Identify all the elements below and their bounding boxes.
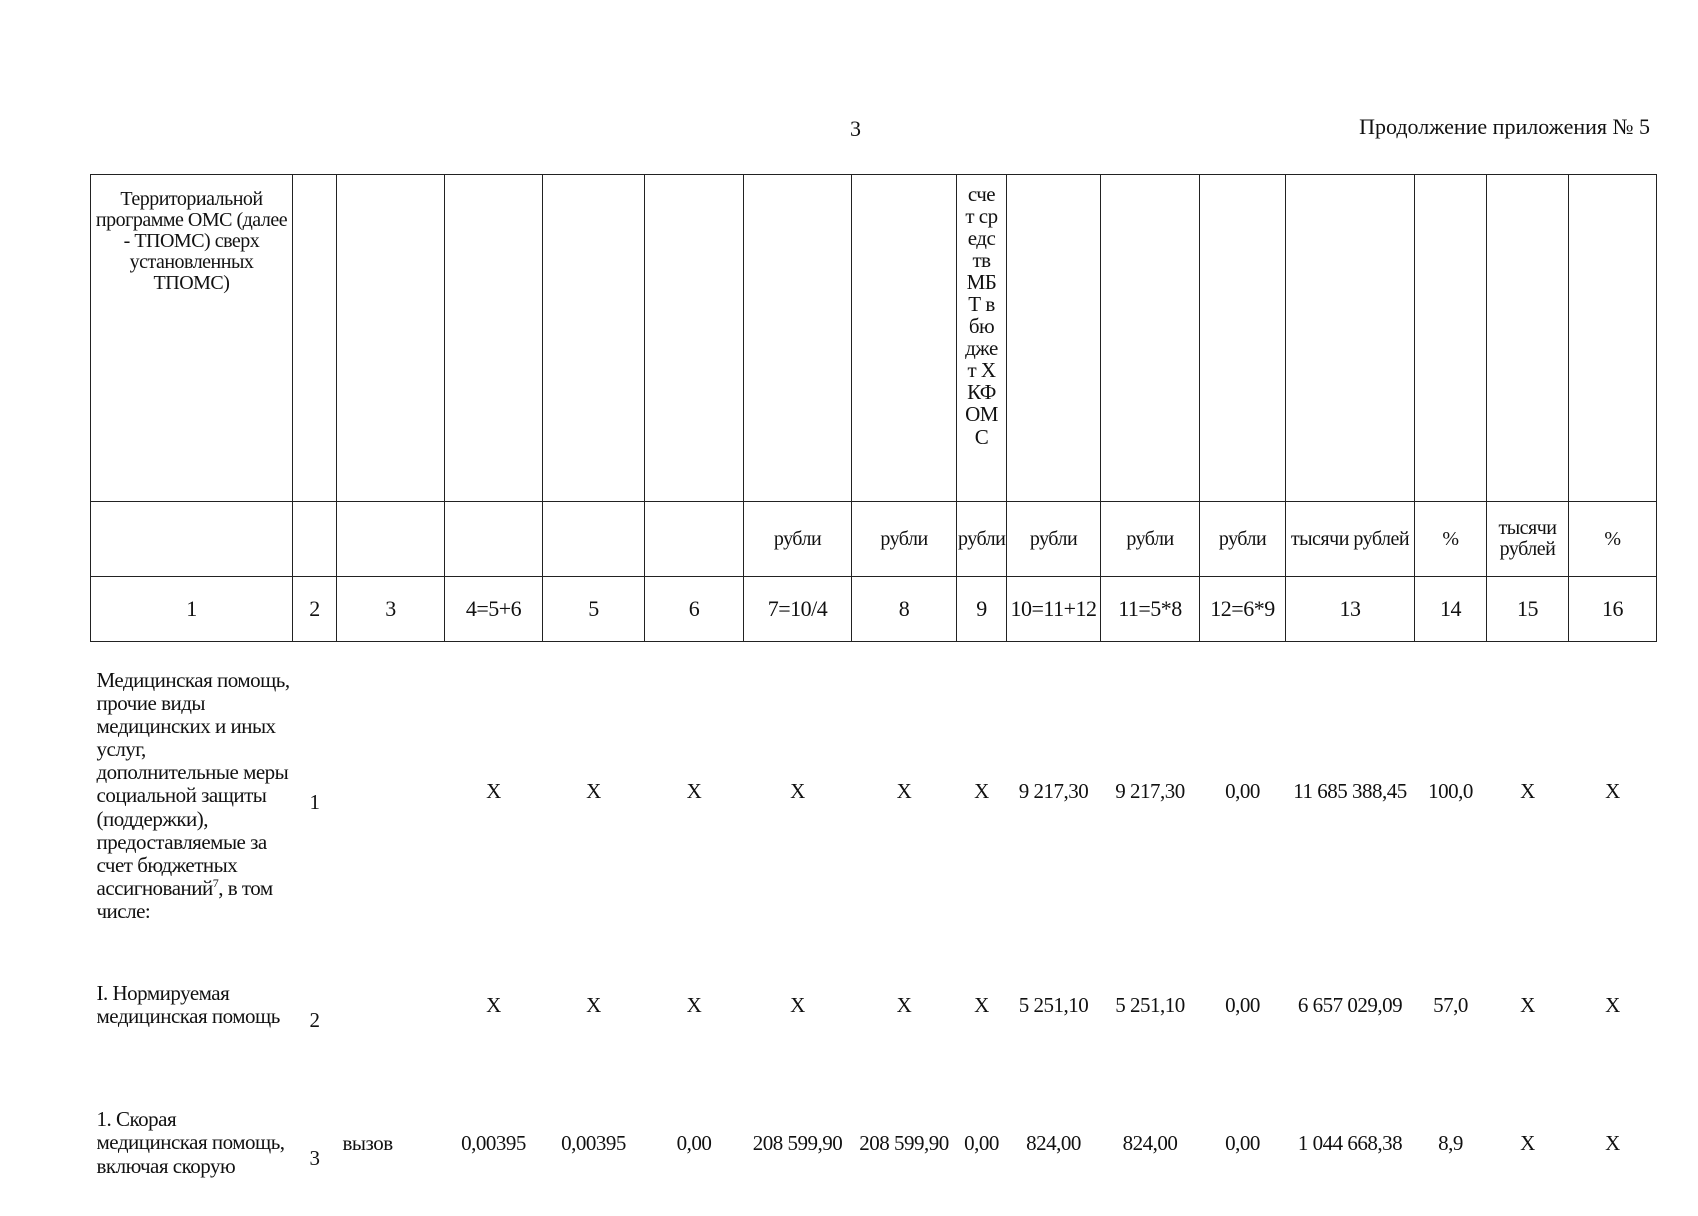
unit-cell: рубли	[1101, 502, 1200, 577]
column-number-cell: 4=5+6	[445, 577, 543, 642]
header-cell	[337, 175, 445, 502]
table-cell: X	[1605, 1130, 1620, 1155]
table-cell: X	[896, 992, 912, 1017]
column-number-cell: 2	[293, 577, 337, 642]
column-number-cell: 6	[645, 577, 744, 642]
table-cell: 1 044 668,38	[1297, 1130, 1403, 1155]
budget-table	[90, 174, 1657, 1216]
table-cell: X	[486, 778, 501, 803]
table-cell: 208 599,90	[859, 1130, 949, 1155]
column-number-cell: 15	[1487, 577, 1569, 642]
column-number-cell: 7=10/4	[744, 577, 852, 642]
column-number-cell: 11=5*8	[1101, 577, 1200, 642]
unit-of-measure: вызов	[342, 1130, 393, 1155]
header-cell	[445, 175, 543, 502]
row-number: 1	[309, 789, 320, 814]
column-number-cell: 3	[337, 577, 445, 642]
table-cell: X	[1520, 1130, 1535, 1155]
row-label	[91, 642, 293, 941]
header-cell	[1101, 175, 1200, 502]
table-cell: X	[1605, 778, 1620, 803]
header-cell	[1200, 175, 1286, 502]
column-number-cell: 12=6*9	[1200, 577, 1286, 642]
row-label: I. Нормируемая медицинская помощь	[96, 980, 280, 1028]
table-cell: X	[896, 778, 912, 803]
unit-cell	[293, 502, 337, 577]
table-cell: X	[686, 778, 702, 803]
unit-cell: рубли	[1200, 502, 1286, 577]
table-cell: 0,00395	[461, 1130, 526, 1155]
table-cell: X	[486, 992, 501, 1017]
header-cell	[645, 175, 744, 502]
table-cell: 8,9	[1438, 1130, 1463, 1155]
column-number-cell: 10=11+12	[1007, 577, 1101, 642]
footnote-ref: 7	[212, 875, 219, 890]
appendix-title: Продолжение приложения № 5	[1359, 114, 1650, 139]
row-number: 3	[309, 1145, 320, 1170]
column-number-cell: 9	[957, 577, 1007, 642]
table-cell: X	[1520, 992, 1535, 1017]
header-cell	[1415, 175, 1487, 502]
unit-cell	[543, 502, 645, 577]
unit-cell: %	[1415, 502, 1487, 577]
table-cell	[337, 642, 445, 941]
table-cell: X	[586, 778, 601, 803]
table-cell: 9 217,30	[1018, 778, 1089, 803]
table-cell: X	[974, 778, 989, 803]
header-cell	[543, 175, 645, 502]
table-row	[91, 1070, 1657, 1216]
table-cell: X	[790, 778, 805, 803]
row-label-suffix: , в том числе:	[96, 875, 273, 923]
table-header-description-row	[91, 175, 1657, 502]
unit-cell	[445, 502, 543, 577]
table-cell: X	[790, 992, 805, 1017]
table-cell: 5 251,10	[1018, 992, 1089, 1017]
row-label-text: Медицинская помощь, прочие виды медицинских и иных услуг, дополнительные меры социальной защиты (поддержки), предоставляемые за счет бюджетных ассигнований	[96, 667, 290, 900]
column-number-cell: 16	[1569, 577, 1657, 642]
table-cell: 11 685 388,45	[1293, 778, 1407, 803]
unit-cell: рубли	[852, 502, 957, 577]
unit-cell	[337, 502, 445, 577]
unit-cell: %	[1569, 502, 1657, 577]
header-col1-description: Территориальной программе ОМС (далее - ТПОМС) сверх установленных ТПОМС)	[91, 175, 293, 502]
column-number-cell: 5	[543, 577, 645, 642]
row-label: 1. Скорая медицинская помощь, включая скорую	[96, 1107, 285, 1178]
table-row	[91, 940, 1657, 1070]
table-cell: 208 599,90	[752, 1130, 843, 1155]
column-number-cell: 14	[1415, 577, 1487, 642]
table-header-numbers-row	[91, 577, 1657, 642]
unit-cell: рубли	[1007, 502, 1101, 577]
table-cell: 9 217,30	[1115, 778, 1185, 803]
table-cell: 57,0	[1433, 992, 1468, 1017]
table-cell: 0,00	[676, 1130, 712, 1155]
table-row	[91, 642, 1657, 941]
table-cell: X	[1605, 992, 1620, 1017]
header-cell	[852, 175, 957, 502]
unit-cell: тысячи рублей	[1286, 502, 1415, 577]
header-col9-description-cell	[957, 175, 1007, 502]
table-cell: X	[974, 992, 989, 1017]
table-cell: 0,00	[964, 1130, 999, 1155]
column-number-cell: 1	[91, 577, 293, 642]
table-header-units-row	[91, 502, 1657, 577]
header-col9-description: счет средств МБТ в бюджет ХКФОМС	[965, 182, 998, 449]
column-number-cell: 13	[1286, 577, 1415, 642]
unit-cell	[645, 502, 744, 577]
table-cell: 100,0	[1428, 778, 1473, 803]
table-cell: 6 657 029,09	[1297, 992, 1403, 1017]
table-cell: 824,00	[1122, 1130, 1178, 1155]
header-cell	[293, 175, 337, 502]
table-cell: 0,00	[1225, 1130, 1260, 1155]
table-cell: X	[1520, 778, 1535, 803]
table-cell: X	[586, 992, 601, 1017]
table-cell: X	[686, 992, 702, 1017]
header-cell	[1007, 175, 1101, 502]
column-number-cell: 8	[852, 577, 957, 642]
table-cell: 5 251,10	[1115, 992, 1185, 1017]
row-number: 2	[309, 1007, 320, 1032]
unit-cell: тысячи рублей	[1487, 502, 1569, 577]
unit-cell	[91, 502, 293, 577]
unit-cell: рубли	[957, 502, 1007, 577]
page-number: 3	[850, 116, 861, 141]
table-cell	[337, 940, 445, 1070]
header-cell	[1286, 175, 1415, 502]
table-cell: 0,00395	[561, 1130, 626, 1155]
header-cell	[1569, 175, 1657, 502]
unit-cell: рубли	[744, 502, 852, 577]
header-cell	[1487, 175, 1569, 502]
table-cell: 0,00	[1225, 778, 1260, 803]
header-cell	[744, 175, 852, 502]
table-cell: 0,00	[1225, 992, 1260, 1017]
table-cell: 824,00	[1026, 1130, 1081, 1155]
